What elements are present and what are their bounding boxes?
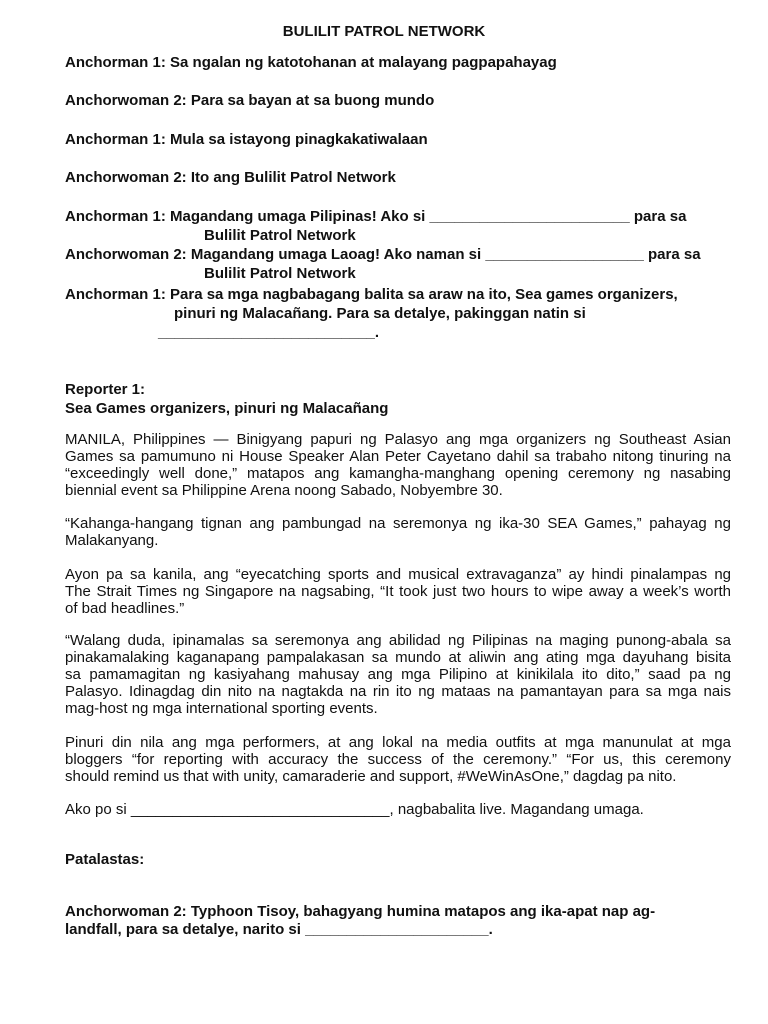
reporter-headline: Sea Games organizers, pinuri ng Malacañang [65,400,389,417]
paragraph-line: of bad headlines.” [65,600,185,617]
document-title: BULILIT PATROL NETWORK [282,23,486,40]
paragraph-line: Palasyo. Idinagdag din nito na nagtakda na rin ito ng mataas na pamantayan para sa mga nais [65,683,731,700]
news-paragraph-2 [65,515,731,549]
paragraph-line: biennial event sa Philippine Arena noong Sabado, Nobyembre 30. [65,482,503,499]
paragraph-line: mag-host ng mga international sporting events. [65,700,378,717]
paragraph-line: Games sa pamumuno ni House Speaker Alan Peter Cayetano dahil sa trabaho nitong tinuring na [65,448,731,465]
paragraph-line: “exceedingly well done,” matapos ang kamangha-manghang opening ceremony ng nasabing [65,465,731,482]
paragraph-line: “Kahanga-hangang tignan ang pambungad na seremonya ng ika-30 SEA Games,” pahayag ng [65,515,731,532]
news-paragraph-3 [65,566,731,617]
reporter-label: Reporter 1: [65,381,146,398]
anchor2-greeting-cont: Bulilit Patrol Network [204,265,356,282]
paragraph-line: Ayon pa sa kanila, ang “eyecatching sports and musical extravaganza” ay hindi pinalampas ng [65,566,731,583]
paragraph-line: pinakamalaking kaganapang pampalakasan sa mundo at aliwin ang ating mga dayuhang bisita [65,649,731,666]
reporter-name-blank: __________________________. [158,324,380,341]
paragraph-line: “Walang duda, ipinamalas sa seremonya ang abilidad ng Pilipinas na maging punong-abala sa [65,632,731,649]
anchor1-greeting: Anchorman 1: Magandang umaga Pilipinas! Ako si ________________________ para sa [65,208,687,225]
anchor1-greeting-cont: Bulilit Patrol Network [204,227,356,244]
paragraph-line: bloggers “for reporting with accuracy the success of the ceremony.” “For us, this ceremony [65,751,731,768]
anchor2-typhoon-cont: landfall, para sa detalye, narito si ______________________. [65,921,493,938]
patalastas-label: Patalastas: [65,851,145,868]
paragraph-line: MANILA, Philippines — Binigyang papuri ng Palasyo ang mga organizers ng Southeast Asian [65,431,731,448]
news-paragraph-5 [65,734,731,785]
paragraph-line: sa pamamagitan ng kasiyahang mahusay ang mga Pilipino at kinikilala ito dito,” saad pa ng [65,666,731,683]
reporter-signoff: Ako po si _______________________________, nagbabalita live. Magandang umaga. [65,801,644,818]
intro-line-3: Anchorman 1: Mula sa istayong pinagkakatiwalaan [65,131,428,148]
intro-line-2: Anchorwoman 2: Para sa bayan at sa buong mundo [65,92,435,109]
news-paragraph-4 [65,632,731,717]
paragraph-line: The Strait Times ng Singapore na nagsabing, “It took just two hours to wipe away a week’s worth [65,583,731,600]
news-paragraph-1 [65,431,731,499]
paragraph-line: should remind us that with unity, camaraderie and support, #WeWinAsOne,” dagdag pa nito. [65,768,677,785]
paragraph-line: Pinuri din nila ang mga performers, at ang lokal na media outfits at mga manunulat at mga [65,734,731,751]
intro-line-4: Anchorwoman 2: Ito ang Bulilit Patrol Network [65,169,396,186]
anchor1-handoff: Anchorman 1: Para sa mga nagbabagang balita sa araw na ito, Sea games organizers, [65,286,678,303]
anchor2-greeting: Anchorwoman 2: Magandang umaga Laoag! Ako naman si ___________________ para sa [65,246,701,263]
anchor1-handoff-cont: pinuri ng Malacañang. Para sa detalye, pakinggan natin si [174,305,586,322]
paragraph-line: Malakanyang. [65,532,159,549]
anchor2-typhoon: Anchorwoman 2: Typhoon Tisoy, bahagyang humina matapos ang ika-apat nap ag- [65,903,656,920]
intro-line-1: Anchorman 1: Sa ngalan ng katotohanan at malayang pagpapahayag [65,54,557,71]
